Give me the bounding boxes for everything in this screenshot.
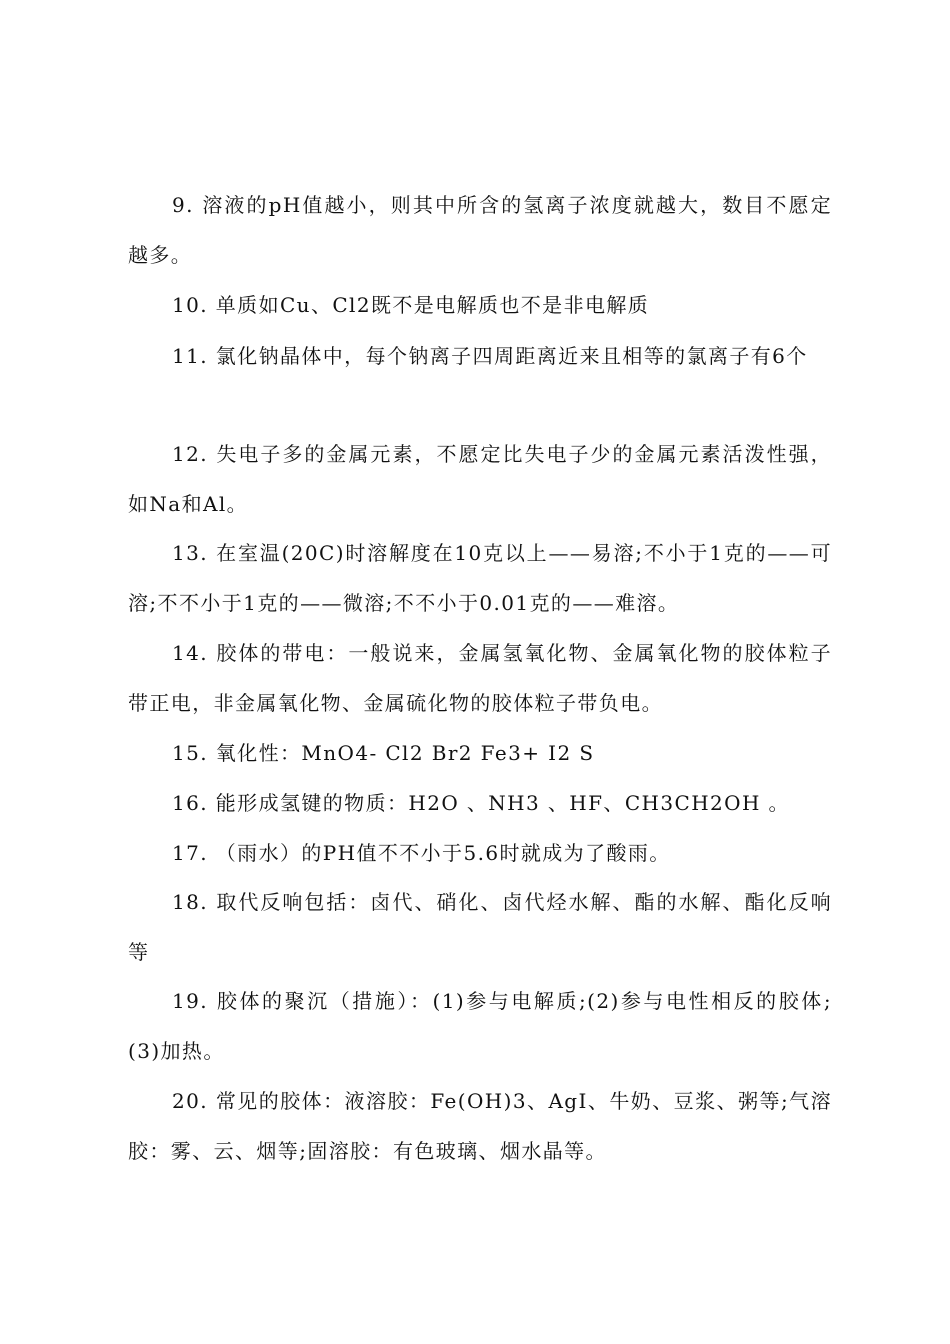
item-18: 18. 取代反响包括：卤代、硝化、卤代烃水解、酯的水解、酯化反响等 (128, 890, 832, 964)
item-19: 19. 胶体的聚沉（措施）：(1)参与电解质;(2)参与电性相反的胶体;(3)加热。 (128, 989, 832, 1063)
item-11: 11. 氯化钠晶体中，每个钠离子四周距离近来且相等的氯离子有6个 (172, 344, 808, 368)
item-10: 10. 单质如Cu、Cl2既不是电解质也不是非电解质 (172, 293, 650, 317)
item-15: 15. 氧化性：MnO4- Cl2 Br2 Fe3+ I2 S (172, 741, 595, 765)
item-20: 20. 常见的胶体：液溶胶：Fe(OH)3、AgI、牛奶、豆浆、粥等;气溶胶：雾、云、烟等;固溶胶：有色玻璃、烟水晶等。 (128, 1089, 832, 1163)
item-17: 17. （雨水）的PH值不不小于5.6时就成为了酸雨。 (172, 841, 671, 865)
item-9: 9. 溶液的pH值越小，则其中所含的氢离子浓度就越大，数目不愿定越多。 (128, 193, 832, 267)
item-14: 14. 胶体的带电：一般说来，金属氢氧化物、金属氧化物的胶体粒子带正电，非金属氧化物、金属硫化物的胶体粒子带负电。 (128, 641, 832, 715)
item-16: 16. 能形成氢键的物质：H2O 、NH3 、HF、CH3CH2OH 。 (172, 791, 790, 815)
item-12: 12. 失电子多的金属元素，不愿定比失电子少的金属元素活泼性强，如Na和Al。 (128, 442, 832, 516)
item-13: 13. 在室温(20C)时溶解度在10克以上——易溶;不小于1克的——可溶;不不小于1克的——微溶;不不小于0.01克的——难溶。 (128, 541, 832, 615)
